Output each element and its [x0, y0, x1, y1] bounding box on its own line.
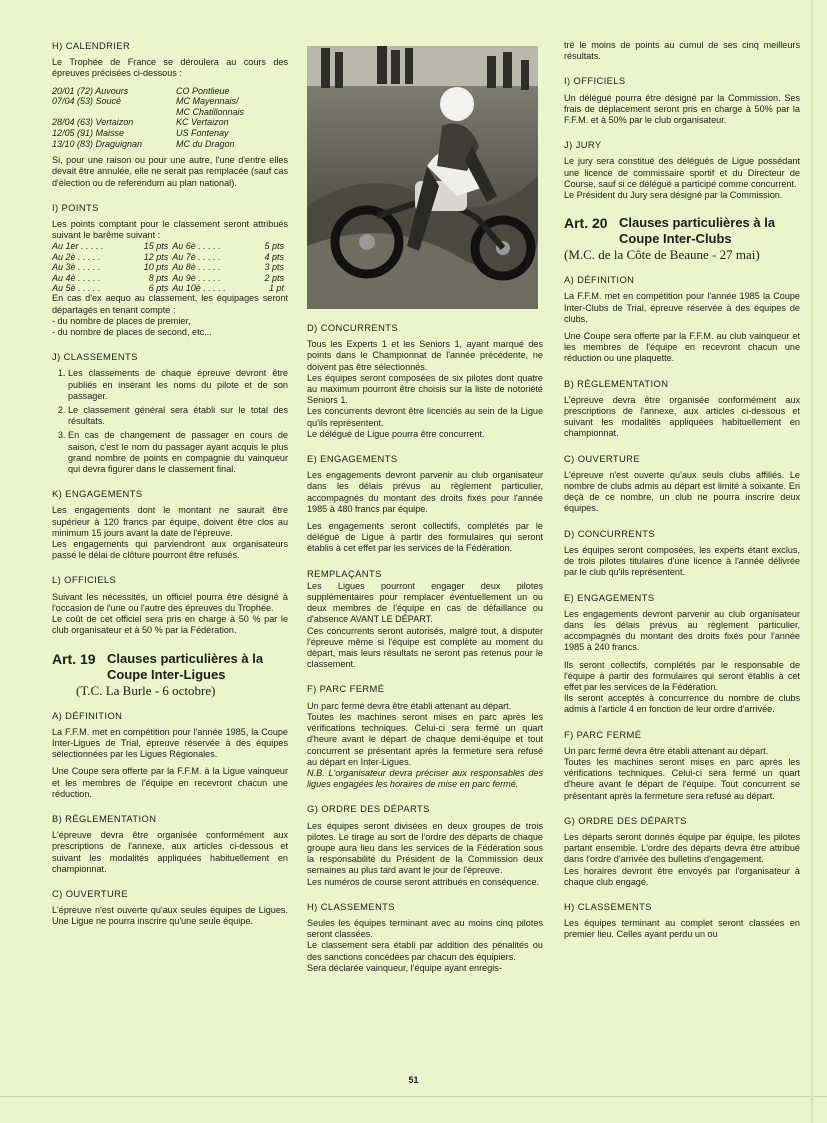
column-middle	[307, 46, 543, 987]
paragraph: Ils seront acceptés à concurrence du nombre de clubs admis à l'article 4 en fonction de leur ordre d'arrivée.	[564, 693, 800, 715]
table-row	[52, 107, 288, 118]
section-parc-ferme-3	[564, 729, 800, 802]
points-rank: Au 2è . . . . .	[52, 251, 101, 262]
calendrier-intro: Le Trophée de France se déroulera au cours des épreuves précisées ci-dessous :	[52, 57, 288, 79]
heading-parc-ferme: F) PARC FERMÉ	[307, 683, 385, 695]
section-classements-3	[564, 901, 800, 941]
points-rank: Au 5è . . . . .	[52, 283, 101, 294]
heading-ordre-departs: G) ORDRE DES DÉPARTS	[564, 814, 687, 826]
calendar-club: MC Chatillonnais	[176, 106, 245, 117]
points-rank: Au 4è . . . . .	[52, 272, 101, 283]
section-officiels-3	[564, 75, 800, 126]
points-value: 4 pts	[264, 251, 284, 262]
calendar-club: MC du Dragon	[176, 138, 235, 149]
points-value: 5 pts	[264, 241, 284, 252]
heading-classements: H) CLASSEMENTS	[564, 900, 652, 912]
points-tie-2: - du nombre de places de second, etc...	[52, 327, 212, 338]
section-ordre-departs-3	[564, 815, 800, 888]
heading-reglementation: B) RÉGLEMENTATION	[52, 812, 157, 824]
calendar-date: 12/05 (91) Maisse	[52, 127, 125, 138]
points-value: 12 pts	[143, 251, 169, 262]
paragraph: Un parc fermé devra être établi attenant au départ.	[307, 700, 512, 711]
points-tie-1: - du nombre de places de premier,	[52, 315, 191, 326]
paragraph: Suivant les nécessités, un officiel pourra être désigné à l'occasion de l'une ou l'autre des épreuves du Trophée.	[52, 591, 288, 613]
heading-classements: J) CLASSEMENTS	[52, 351, 138, 363]
points-rank: Au 7è . . . . .	[172, 251, 221, 262]
paragraph: Les équipes terminant au complet seront classées en premier lieu. Celles ayant perdu un ou	[564, 918, 800, 940]
points-value: 6 pts	[148, 283, 169, 294]
paragraph: Une Coupe sera offerte par la F.F.M. à la Ligue vainqueur et les membres de l'équipe en recevront chacun une réduction.	[52, 766, 288, 799]
paragraph: La F.F.M. met en compétition pour l'année 1985 la Coupe Inter-Clubs de Trial, épreuve réservée à des équipes de clubs.	[564, 291, 800, 324]
paragraph: Les engagements qui parviendront aux organisateurs passé le délai de clôture pourront être refusés.	[52, 539, 288, 561]
section-officiels	[52, 574, 288, 636]
article-subtitle: (M.C. de la Côte de Beaune - 27 mai)	[564, 247, 760, 263]
calendar-club: US Fontenay	[176, 127, 229, 138]
section-parc-ferme	[307, 683, 543, 790]
paragraph: Un parc fermé devra être établi attenant au départ.	[564, 745, 769, 756]
calendar-date: 20/01 (72) Auvours	[52, 85, 129, 96]
paragraph: Toutes les machines seront mises en parc après les vérifications techniques. Celui-ci sera fermé un quart d'heure avant le départ de l'équipe. Tout concurrent se présentant après la fermeture sera refusé au départ.	[564, 756, 800, 801]
list-item: 3. En cas de changement de passager en cours de saison, c'est le nom du passager ayant acquis le plus grand nombre de points en compagnie du vainqueur qui devra figurer dans le classement final.	[68, 430, 288, 475]
section-calendrier	[52, 40, 288, 189]
section-ordre-departs	[307, 803, 543, 887]
heading-calendrier: H) CALENDRIER	[52, 40, 131, 51]
points-rank: Au 1er . . . . .	[52, 241, 104, 252]
section-reglementation-3	[564, 378, 800, 440]
heading-reglementation: B) RÉGLEMENTATION	[564, 377, 669, 389]
paragraph: L'épreuve n'est ouverte qu'aux seules équipes de Ligues. Une Ligue ne pourra inscrire qu'une seule équipe.	[52, 905, 288, 927]
table-row	[52, 139, 288, 150]
calendar-date: 28/04 (63) Vertaizon	[52, 117, 134, 128]
section-jury	[564, 139, 800, 201]
table-row	[52, 252, 288, 262]
table-row	[52, 128, 288, 139]
heading-points: I) POINTS	[52, 201, 99, 213]
paragraph: Le coût de cet officiel sera pris en charge à 50 % par le club organisateur et à 50 % par la Fédération.	[52, 614, 288, 636]
calendar-date: 07/04 (53) Soucé	[52, 96, 122, 107]
article-subtitle: (T.C. La Burle - 6 octobre)	[76, 682, 216, 698]
points-rank: Au 6è . . . . .	[172, 241, 221, 252]
section-points	[52, 202, 288, 338]
column-left	[52, 40, 288, 941]
paragraph: La F.F.M. met en compétition pour l'année 1985, la Coupe Inter-Ligues de Trial, épreuve réservée à des équipes sélectionnées par les Ligues Régionales.	[52, 726, 288, 760]
heading-concurrents: D) CONCURRENTS	[564, 527, 656, 539]
paragraph: Le Président du Jury sera désigné par la Commission.	[564, 190, 783, 201]
points-value: 10 pts	[143, 262, 169, 273]
section-definition	[52, 710, 288, 800]
paragraph: Sera déclarée vainqueur, l'équipe ayant enregis-	[307, 962, 502, 973]
paragraph: Les Ligues pourront engager deux pilotes supplémentaires pour remplacer éventuellement un ou deux membres de l'équipe en cas de défaillance ou d'absence AVANT LE DÉPART.	[307, 580, 543, 625]
section-ouverture	[52, 888, 288, 928]
paragraph: Le classement sera établi par addition des pénalités ou des sanctions concédées par chacun des équipiers.	[307, 940, 543, 962]
heading-officiels: L) OFFICIELS	[52, 574, 117, 586]
table-row	[52, 262, 288, 272]
heading-remplacants: REMPLAÇANTS	[307, 567, 382, 579]
heading-ordre-departs: G) ORDRE DES DÉPARTS	[307, 803, 430, 815]
calendar-date: 13/10 (83) Draguignan	[52, 138, 143, 149]
paragraph: Les équipes seront composées, les experts étant exclus, de trois pilotes titulaires d'une licence à l'année délivrée par le club qu'ils représentent.	[564, 544, 800, 578]
heading-ouverture: C) OUVERTURE	[564, 452, 640, 464]
table-row	[52, 283, 288, 293]
paragraph: Ils seront collectifs, complétés par le responsable de l'équipe à partir des formulaires qui seront établis à cet effet par les services de la Fédération.	[564, 659, 800, 692]
points-intro: Les points comptant pour le classement seront attribués suivant le barême suivant :	[52, 218, 288, 241]
page-number: 51	[408, 1075, 419, 1085]
article-number: Art. 20	[564, 215, 608, 232]
table-row	[52, 86, 288, 97]
heading-definition: A) DÉFINITION	[52, 709, 123, 721]
points-rank: Au 3è . . . . .	[52, 262, 101, 273]
list-item: 2. Le classement général sera établi sur le total des résultats.	[68, 405, 288, 427]
section-classements	[52, 351, 288, 475]
article-title: Clauses particulières à la Coupe Inter-Ligues	[107, 650, 264, 682]
heading-classements: H) CLASSEMENTS	[307, 900, 395, 912]
paragraph: Ces concurrents seront autorisés, malgré tout, à disputer l'épreuve même si l'équipe est complète au moment du départ, mais leurs résultats ne seront pas retenus pour le classement.	[307, 625, 543, 670]
page-edge	[811, 0, 813, 1123]
article-title: Clauses particulières à la Coupe Inter-Clubs	[619, 215, 776, 247]
points-value: 2 pts	[264, 272, 284, 283]
calendar-club: KC Vertaizon	[176, 117, 229, 128]
paragraph: Les équipes seront divisées en deux groupes de trois pilotes. Le tirage au sort de l'ordre des départs de chaque groupe aura lieu dans les services de la Fédération sous la responsabilité du Président de la Commission deux semaines au plus tard avant le jour de l'épreuve.	[307, 820, 543, 876]
section-concurrents-3	[564, 528, 800, 579]
paragraph: Les engagements devront parvenir au club organisateur dans les délais prévus au règlement particulier, accompagnés du montant des droits fixés pour l'année 1985 à 240 francs.	[564, 608, 800, 653]
table-row	[52, 273, 288, 283]
list-item: 1. Les classements de chaque épreuve devront être publiés en insérant les noms du pilote et de son passager.	[68, 368, 288, 402]
paragraph: Les départs seront donnés équipe par équipe, les pilotes partant ensemble. L'ordre des départs devra être attribué dans l'ordre d'arrivée des bulletins d'engagement.	[564, 831, 800, 865]
heading-officiels: I) OFFICIELS	[564, 75, 626, 87]
table-row	[52, 241, 288, 251]
section-engagements-2	[307, 453, 543, 555]
heading-engagements: E) ENGAGEMENTS	[307, 453, 398, 465]
points-tie: En cas d'ex aequo au classement, les équipages seront départagés en tenant compte :	[52, 293, 288, 315]
heading-concurrents: D) CONCURRENTS	[307, 322, 399, 333]
paragraph-nb: N.B. L'organisateur devra préciser aux responsables des ligues engagées les horaires de mise en parc fermé.	[307, 767, 543, 790]
section-remplacants	[307, 568, 543, 671]
points-table	[52, 241, 288, 293]
paragraph: tré le moins de points au cumul de ses cinq meilleurs résultats.	[564, 40, 800, 62]
bottom-rule	[0, 1096, 827, 1097]
heading-definition: A) DÉFINITION	[564, 274, 635, 286]
points-value: 3 pts	[264, 262, 284, 273]
section-engagements	[52, 488, 288, 561]
calendrier-note: Si, pour une raison ou pour une autre, l'une d'entre elles devait être annulée, elle ne serait pas remplacée (sauf cas d'élection ou de referendum au plan national).	[52, 155, 288, 188]
heading-engagements: E) ENGAGEMENTS	[564, 591, 655, 603]
table-row	[52, 117, 288, 128]
paragraph: Les engagements devront parvenir au club organisateur dans les délais prévus au règlement particulier, accompagnés du montant des droits fixés pour l'année 1985 à 480 francs par équipe.	[307, 470, 543, 514]
section-engagements-3	[564, 592, 800, 716]
paragraph: Les numéros de course seront attribués en conséquence.	[307, 876, 540, 887]
paragraph: Les horaires devront être envoyés par l'organisateur à chaque club engagé.	[564, 865, 800, 887]
points-value: 1 pt	[268, 283, 284, 294]
section-classements-2	[307, 901, 543, 974]
article-19-heading	[52, 651, 288, 698]
table-row	[52, 96, 288, 107]
paragraph: Le jury sera constitué des délégués de Ligue possédant une licence de commissaire sportif et du Directeur de Course, sauf si ce délégué a participé comme concurrent.	[564, 156, 800, 189]
section-ouverture-3	[564, 453, 800, 515]
section-definition-3	[564, 274, 800, 364]
points-value: 8 pts	[148, 272, 169, 283]
column-right	[564, 40, 800, 954]
points-rank: Au 10è . . . . .	[172, 283, 226, 294]
heading-jury: J) JURY	[564, 139, 602, 151]
points-rank: Au 8è . . . . .	[172, 262, 221, 273]
paragraph: Les engagements dont le montant ne saurait être supérieur à 120 francs par équipe, doivent être clos au minimum 15 jours avant la date de l'épreuve.	[52, 505, 288, 538]
paragraph: Les engagements seront collectifs, complétés par le délégué de Ligue à partir des formulaires qui seront établis à cet effet par les services de la Fédération.	[307, 521, 543, 554]
article-20-heading	[564, 215, 800, 262]
paragraph: Un délégué pourra être désigné par la Commission. Ses frais de déplacement seront pris en charge à 50% par la F.F.M. et à 50% par le club organisateur.	[564, 92, 800, 126]
points-value: 15 pts	[143, 241, 169, 252]
calendar-date	[52, 107, 170, 118]
paragraph: Seules les équipes terminant avec au moins cinq pilotes seront classées.	[307, 917, 543, 940]
heading-parc-ferme: F) PARC FERMÉ	[564, 728, 642, 740]
points-rank: Au 9è . . . . .	[172, 272, 221, 283]
paragraph: Tous les Experts 1 et les Seniors 1, ayant marqué des points dans le Championnat de l'année précédente, ne doivent pas être sélectionnés.	[307, 339, 543, 372]
heading-engagements: K) ENGAGEMENTS	[52, 488, 143, 500]
paragraph: Une Coupe sera offerte par la F.F.M. au club vainqueur et les membres de l'équipe en recevront chacun une réduction ou une plaquette.	[564, 331, 800, 364]
heading-ouverture: C) OUVERTURE	[52, 887, 128, 899]
section-concurrents	[307, 322, 543, 440]
paragraph: Les équipes seront composées de six pilotes dont quatre au maximum pourront être choisis sur la liste de notoriété Seniors 1.	[307, 372, 543, 406]
paragraph: L'épreuve devra être organisée conformément aux prescriptions de l'annexe, aux articles ci-dessous et suivant les modalités appliquées habituellement en championnat.	[52, 830, 288, 874]
calendar-table	[52, 86, 288, 150]
section-reglementation	[52, 813, 288, 875]
calendar-club: MC Mayennais/	[176, 96, 239, 107]
article-number: Art. 19	[52, 650, 96, 667]
paragraph: Toutes les machines seront mises en parc après les vérifications techniques. Celui-ci sera fermé un quart d'heure avant le départ de chaque demi-équipe et tout concurrent se présentant après la fermeture sera refusé au départ en Inter-Ligues.	[307, 711, 543, 767]
trial-motorcycle-photo	[307, 46, 538, 309]
paragraph: L'épreuve n'est ouverte qu'aux seuls clubs affiliés. Le nombre de clubs admis au départ est limité à soixante. En deçà de ce nombre, un club ne pourra inscrire deux équipes.	[564, 469, 800, 514]
calendar-club: CO Pontlieue	[176, 85, 230, 96]
section-continuation	[564, 40, 800, 62]
classements-list	[52, 368, 288, 475]
paragraph: Le délégué de Ligue pourra être concurrent.	[307, 428, 485, 439]
paragraph: Les concurrents devront être licenciés au sein de la Ligue qu'ils représentent.	[307, 406, 543, 428]
paragraph: L'épreuve devra être organisée conformément aux prescriptions de l'annexe, aux articles ci-dessous et suivant les modalités appliquées habituellement en championnat.	[564, 394, 800, 439]
